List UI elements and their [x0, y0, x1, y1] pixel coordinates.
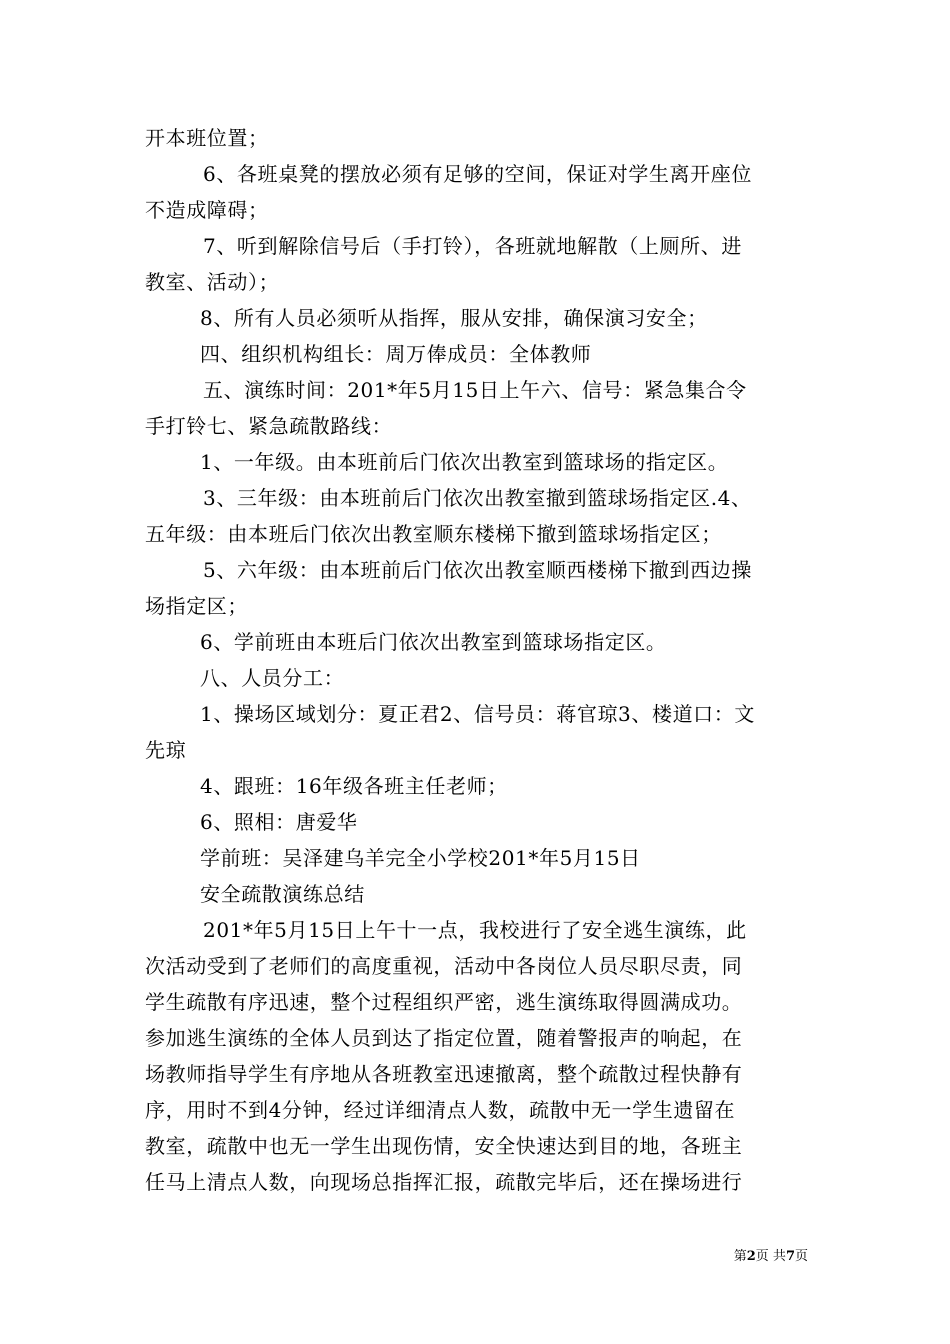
text-line: 四、组织机构组长：周万俸成员：全体教师 — [200, 342, 592, 366]
text-line: 6、各班桌凳的摆放必须有足够的空间，保证对学生离开座位 — [203, 162, 752, 186]
text-line: 八、人员分工： — [200, 666, 345, 690]
footer-middle: 页 共 — [755, 1249, 786, 1264]
text-line: 参加逃生演练的全体人员到达了指定位置，随着警报声的响起，在 — [145, 1026, 743, 1050]
text-line: 5、六年级：由本班前后门依次出教室顺西楼梯下撤到西边操 — [203, 558, 752, 582]
text-line: 学生疏散有序迅速，整个过程组织严密，逃生演练取得圆满成功。 — [145, 990, 743, 1014]
text-line: 任马上清点人数，向现场总指挥汇报，疏散完毕后，还在操场进行 — [145, 1170, 743, 1194]
text-line: 6、学前班由本班后门依次出教室到篮球场指定区。 — [200, 630, 667, 654]
text-line: 不造成障碍； — [145, 198, 269, 222]
text-line: 手打铃七、紧急疏散路线： — [145, 414, 393, 438]
text-line: 场教师指导学生有序地从各班教室迅速撤离，整个疏散过程快静有 — [145, 1062, 743, 1086]
text-line: 201*年5月15日上午十一点，我校进行了安全逃生演练，此 — [203, 918, 747, 942]
page-number-footer — [734, 1248, 808, 1266]
text-line: 教室，疏散中也无一学生出现伤情，安全快速达到目的地，各班主 — [145, 1134, 743, 1158]
text-line: 8、所有人员必须听从指挥，服从安排，确保演习安全； — [200, 306, 708, 330]
footer-prefix: 第 — [733, 1249, 747, 1264]
text-line: 7、听到解除信号后（手打铃），各班就地解散（上厕所、进 — [203, 234, 742, 258]
footer-suffix: 页 — [794, 1249, 808, 1264]
text-line: 次活动受到了老师们的高度重视，活动中各岗位人员尽职尽责，同 — [145, 954, 743, 978]
text-line: 学前班：吴泽建乌羊完全小学校201*年5月15日 — [200, 846, 641, 870]
document-body — [145, 120, 810, 1200]
text-line: 6、照相：唐爱华 — [200, 810, 358, 834]
text-line: 开本班位置； — [145, 126, 269, 150]
text-line: 五年级：由本班后门依次出教室顺东楼梯下撤到篮球场指定区； — [145, 522, 722, 546]
text-line: 先琼 — [145, 738, 187, 762]
total-page-number: 7 — [785, 1249, 795, 1264]
section-title: 安全疏散演练总结 — [200, 882, 365, 906]
text-line: 教室、活动）； — [145, 270, 280, 294]
text-line: 1、一年级。由本班前后门依次出教室到篮球场的指定区。 — [200, 450, 729, 474]
current-page-number: 2 — [746, 1249, 756, 1264]
text-line: 3、三年级：由本班前后门依次出教室撤到篮球场指定区.4、 — [203, 486, 752, 510]
text-line: 1、操场区域划分：夏正君2、信号员：蒋官琼3、楼道口：文 — [200, 702, 755, 726]
text-line: 序，用时不到4分钟，经过详细清点人数，疏散中无一学生遗留在 — [145, 1098, 736, 1122]
text-line: 场指定区； — [145, 594, 248, 618]
text-line: 五、演练时间：201*年5月15日上午六、信号：紧急集合令 — [203, 378, 747, 402]
text-line: 4、跟班：16年级各班主任老师； — [200, 774, 508, 798]
